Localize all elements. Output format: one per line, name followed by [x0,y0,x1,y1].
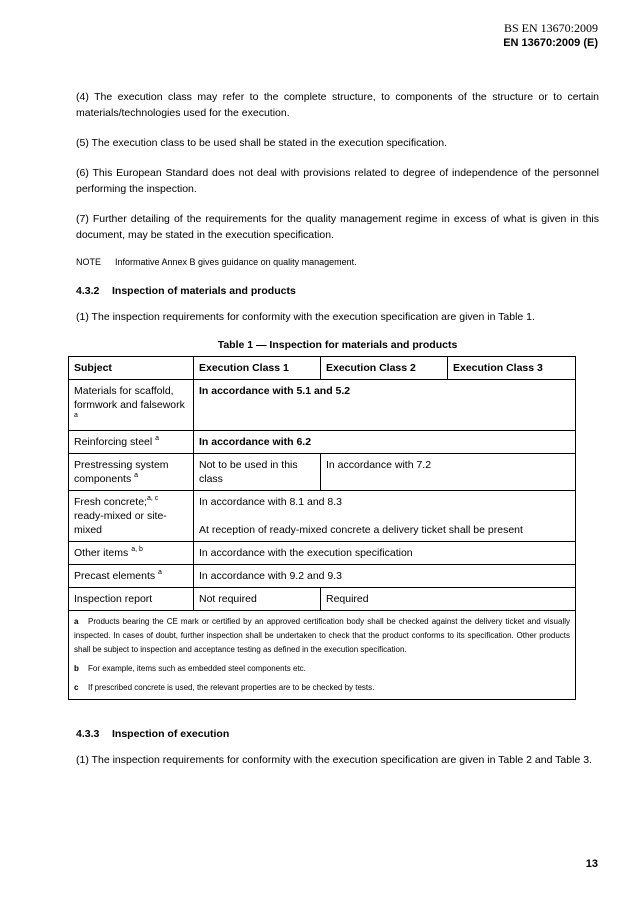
row-subject: Materials for scaffold, formwork and falsework $^a$ [69,380,194,431]
section-title: Inspection of execution [112,728,230,740]
table-row [69,565,576,588]
footnote-ref: a [134,472,139,479]
paragraph-7: (7) Further detailing of the requirements for the quality management regime in excess of what is given in this document, may be stated in the execution specification. [76,213,599,241]
paragraph-6: (6) This European Standard does not deal with provisions related to degree of independence of the personnel performing the inspection. [76,167,599,195]
footnote-b: b For example, items such as embedded steel components etc. [74,664,306,673]
table-footnotes-row [69,611,576,700]
row-subject: Inspection report [69,588,194,611]
row-class-2-3: In accordance with 7.2 [321,454,576,491]
header-subject: Subject [69,357,194,380]
standard-reference-en: EN 13670:2009 (E) [503,37,598,49]
footnote-ref: a [155,435,160,442]
row-value: In accordance with 5.1 and 5.2 [194,380,576,431]
footnote-ref: a, b [131,546,143,553]
section-heading-4-3-3 [76,728,599,740]
section-number: 4.3.3 [76,728,100,740]
table-caption: Table 1 — Inspection for materials and products [217,339,458,351]
table-row [69,491,576,542]
table-header-row [69,357,576,380]
note-label: NOTE [76,257,102,267]
table-row [69,588,576,611]
row-value-line: In accordance with 8.1 and 8.3 [199,496,343,508]
row-value: In accordance with the execution specification [194,542,576,565]
row-value: In accordance with 9.2 and 9.3 [194,565,576,588]
page-number: 13 [585,858,598,870]
note [76,257,599,267]
header-class-2: Execution Class 2 [321,357,448,380]
row-subject: Reinforcing steel $^a$ [69,431,194,454]
header-class-1: Execution Class 1 [194,357,321,380]
inspection-table [68,356,576,700]
page-content [76,89,599,782]
row-value-line: At reception of ready-mixed concrete a delivery ticket shall be present [199,524,523,536]
footnote-ref: a [74,412,78,419]
section-heading-4-3-2 [76,285,599,297]
footnote-c: c If prescribed concrete is used, the relevant properties are to be checked by tests. [74,683,375,692]
row-subject: Fresh concrete;$^{a, c}$ ready-mixed or site-mixed [69,491,194,542]
row-value: In accordance with 6.2 [194,431,576,454]
row-value [194,491,576,542]
standard-reference-bs: BS EN 13670:2009 [503,21,598,35]
paragraph-4: (4) The execution class may refer to the complete structure, to components of the structure or to certain materials/technologies used for the execution. [76,91,599,119]
section-title: Inspection of materials and products [112,285,296,297]
table-footnotes [69,611,576,700]
note-text: Informative Annex B gives guidance on quality management. [115,257,357,267]
row-class-1: Not to be used in this class [194,454,321,491]
footnote-ref: a, c [146,495,159,502]
footnote-ref: a [158,569,162,576]
section-number: 4.3.2 [76,285,100,297]
header-class-3: Execution Class 3 [448,357,576,380]
row-class-1: Not required [194,588,321,611]
row-subject: Precast elements $^a$ [69,565,194,588]
table-row [69,454,576,491]
table-row [69,380,576,431]
section-4-3-3-paragraph: (1) The inspection requirements for conformity with the execution specification are given in Table 2 and Table 3. [76,754,592,766]
table-row [69,542,576,565]
row-class-2-3: Required [321,588,576,611]
footnote-a: a Products bearing the CE mark or certified by an approved certification body shall be checked against the delivery ticket and visually inspected. In cases of doubt, further inspection shall be undertaken to check that the product conforms to its specification. Other products shall be subject to inspection and acceptance testing as defined in the execution specification. [74,617,570,654]
paragraph-5: (5) The execution class to be used shall be stated in the execution specification. [76,137,448,149]
table-row [69,431,576,454]
section-4-3-2-paragraph: (1) The inspection requirements for conformity with the execution specification are given in Table 1. [76,311,535,323]
row-subject: Other items $^{a, b}$ [69,542,194,565]
row-subject: Prestressing system components $^a$ [69,454,194,491]
